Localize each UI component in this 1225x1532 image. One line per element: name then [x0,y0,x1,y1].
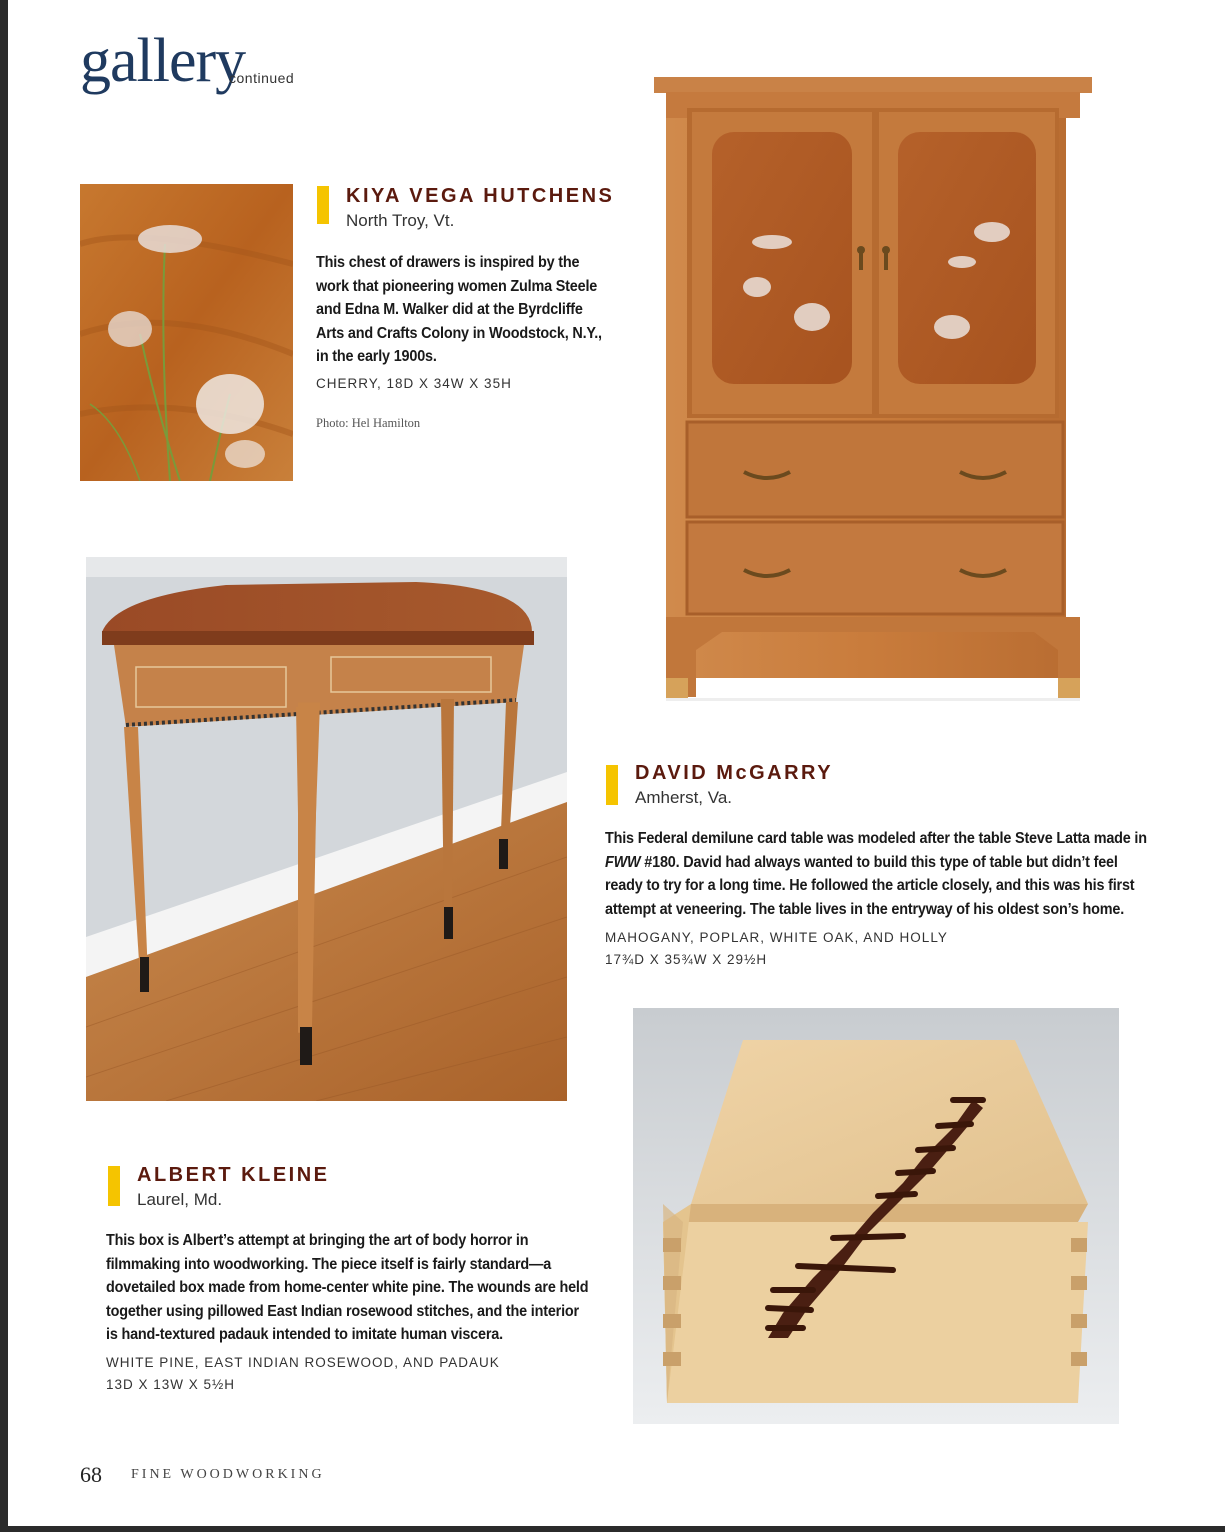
materials: MAHOGANY, POPLAR, WHITE OAK, AND HOLLY [605,930,948,945]
page-edge [0,0,8,1532]
entry-description [605,827,1154,921]
dimensions: 13D X 13W X 5½H [106,1377,236,1392]
accent-bar [317,186,329,224]
maker-location: North Troy, Vt. [346,211,455,230]
description-text: This Federal demilune card table was modeled after the table Steve Latta made in [605,830,1147,847]
maker-location: Laurel, Md. [137,1190,223,1209]
magazine-name: FINE WOODWORKING [131,1467,325,1482]
maker-name: KIYA VEGA HUTCHENS [346,185,615,207]
card-table-photo [86,557,567,1101]
entry-description: This chest of drawers is inspired by the work that pioneering women Zulma Steele and Edna M. Walker did at the Byrdcliffe Arts and Crafts Colony in Woodstock, N.Y., in the early 1900s. [316,254,602,365]
accent-bar [108,1166,120,1206]
page-edge-bottom [0,1526,1225,1532]
maker-name: ALBERT KLEINE [137,1164,330,1186]
description-text: #180. David had always wanted to build this type of table but didn’t feel ready to try for a long time. He followed the article closely, and this was his first attempt at veneering. The table lives in the entryway of his oldest son’s home. [605,853,1135,918]
description-italic: FWW [605,853,641,871]
materials-dimensions: CHERRY, 18D X 34W X 35H [316,376,512,391]
maker-location: Amherst, Va. [635,788,732,807]
entry-description: This box is Albert’s attempt at bringing the art of body horror in filmmaking into woodworking. The piece itself is fairly standard—a dovetailed box made from home-center white pine. The wounds are held together using pillowed East Indian rosewood stitches, and the interior is hand-textured padauk intended to imitate human viscera. [106,1232,589,1343]
page-number: 68 [80,1462,102,1487]
dimensions: 17¾D X 35¾W X 29½H [605,952,768,967]
detail-photo-flowers [80,184,293,481]
maker-name: DAVID McGARRY [635,762,834,784]
materials: WHITE PINE, EAST INDIAN ROSEWOOD, AND PADAUK [106,1355,500,1370]
photo-credit: Photo: Hel Hamilton [316,416,421,430]
cabinet-photo [652,72,1094,708]
section-subtitle: continued [229,70,295,86]
section-title: gallery [80,27,246,95]
accent-bar [606,765,618,805]
box-photo [633,1008,1119,1424]
